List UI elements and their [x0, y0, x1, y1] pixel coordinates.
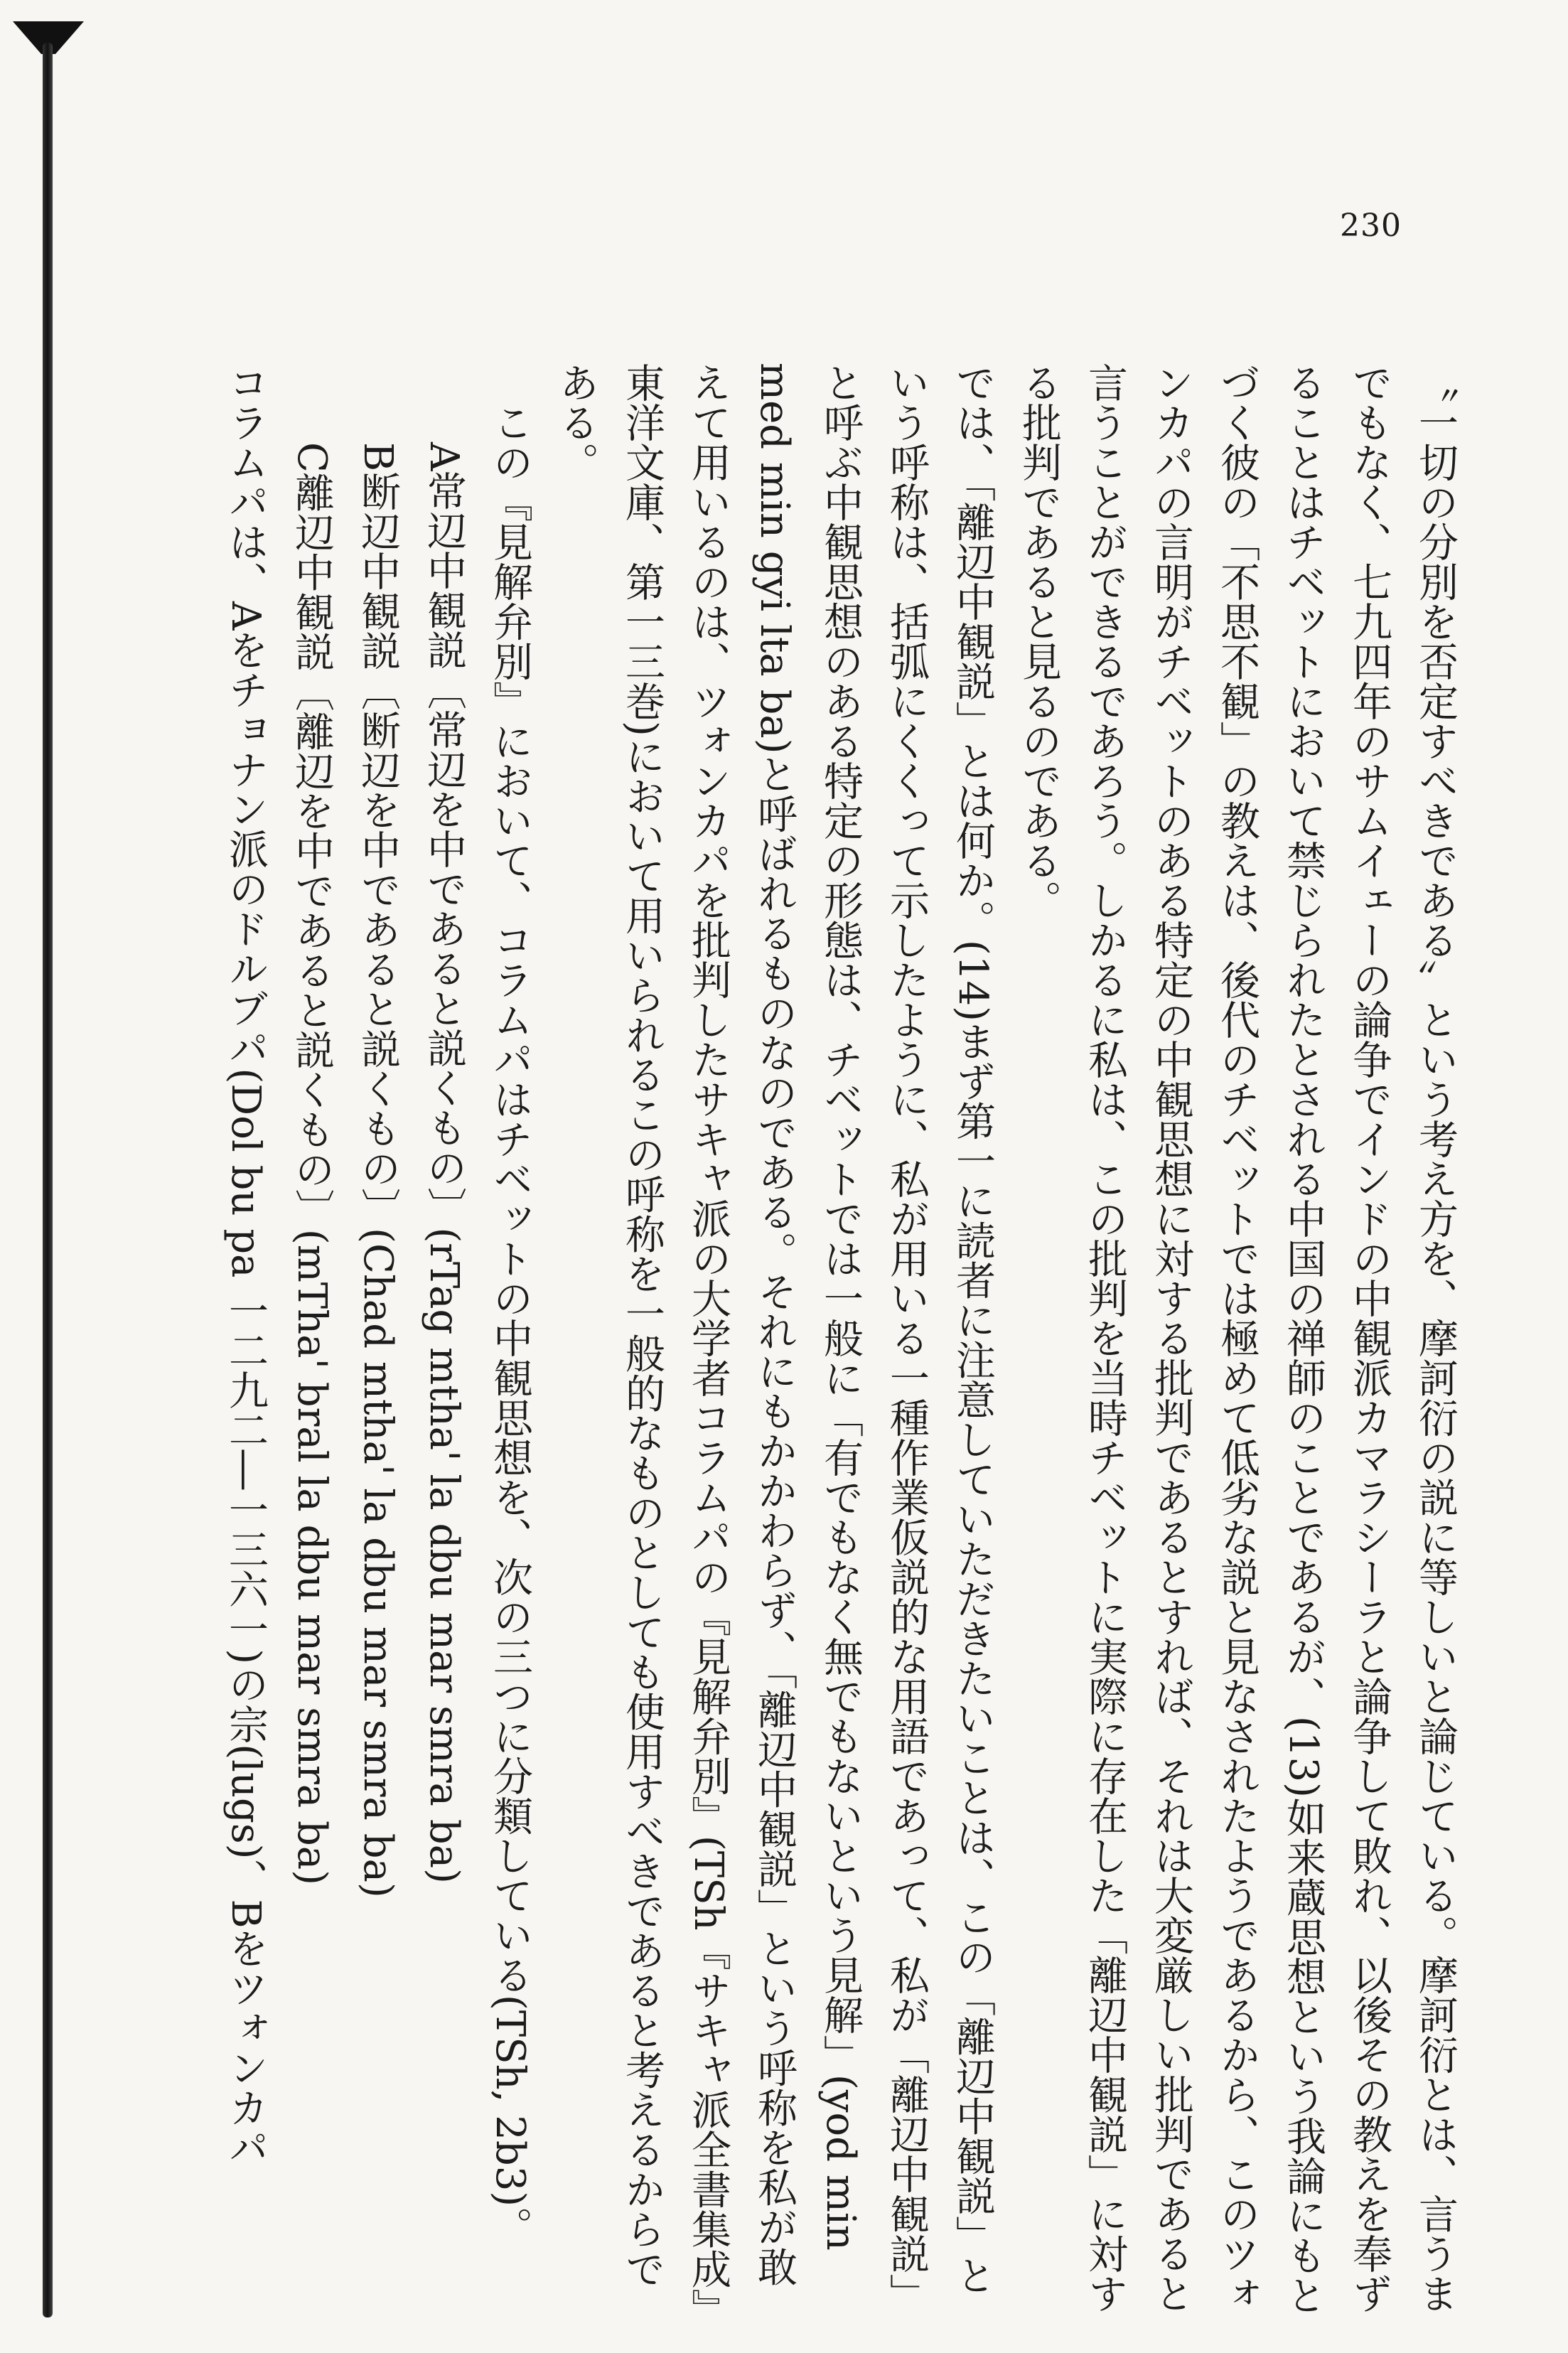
list-item-a: A常辺中観説〔常辺を中であると説くもの〕(rTag mtha' la dbu mar smra ba): [421, 442, 467, 1884]
page-number: 230: [1340, 208, 1402, 244]
list-item-c: C離辺中観説〔離辺を中であると説くもの〕(mTha' bral la dbu mar smra ba): [289, 442, 335, 1886]
list-item-b: B断辺中観説〔断辺を中であると説くもの〕(Chad mtha' la dbu mar smra ba): [355, 442, 401, 1898]
paragraph-ribenchukan: では、「離辺中観説」とは何か。(14)まず第一に読者に注意していただきたいことは、この「離辺中観説」という呼称は、括弧にくくって示したように、私が用いる一種作業仮説的な用語であって、私が「離辺中観説」と呼ぶ中観思想のある特定の形態は、チベットでは一般に「有でもなく無でもないという見解」(yod min med min gyi lta ba)と呼ばれるものなのである。それにもかかわらず、「離辺中観説」という呼称を私が敢えて用いるのは、ツォンカパを批判したサキャ派の大学者コラムパの『見解弁別』(TSh『サキャ派全書集成』東洋文庫、第一三巻)において用いられるこの呼称を一般的なものとしても使用すべきであると考えるからである。: [553, 363, 996, 2313]
vertical-text-body: [104, 363, 1468, 2317]
paragraph-classification: この『見解弁別』において、コラムパはチベットの中観思想を、次の三つに分類している(TSh, 2b3)。: [487, 402, 533, 2247]
book-binding-edge: [43, 43, 53, 2317]
paragraph-continuation: 〝一切の分別を否定すべきである〟という考え方を、摩訶衍の説に等しいと論じている。摩訶衍とは、言うまでもなく、七九四年のサムイェーの論争でインドの中観派カマラシーラと論争して敗れ、以後その教えを奉ずることはチベットにおいて禁じられたとされる中国の禅師のことであるが、(13)如来蔵思想という我論にもとづく彼の「不思不観」の教えは、後代のチベットでは極めて低劣な説と見なされたようであるから、このツォンカパの言明がチベットのある特定の中観思想に対する批判であるとすれば、それは大変厳しい批判であると言うことができるであろう。しかるに私は、この批判を当時チベットに実際に存在した「離辺中観説」に対する批判であると見るのである。: [1016, 363, 1459, 2315]
paragraph-gorampa: コラムパは、Aをチョナン派のドルブパ(Dol bu pa 一二九二―一三六一)の宗(lugs)、Bをツォンカパ: [222, 363, 269, 2167]
